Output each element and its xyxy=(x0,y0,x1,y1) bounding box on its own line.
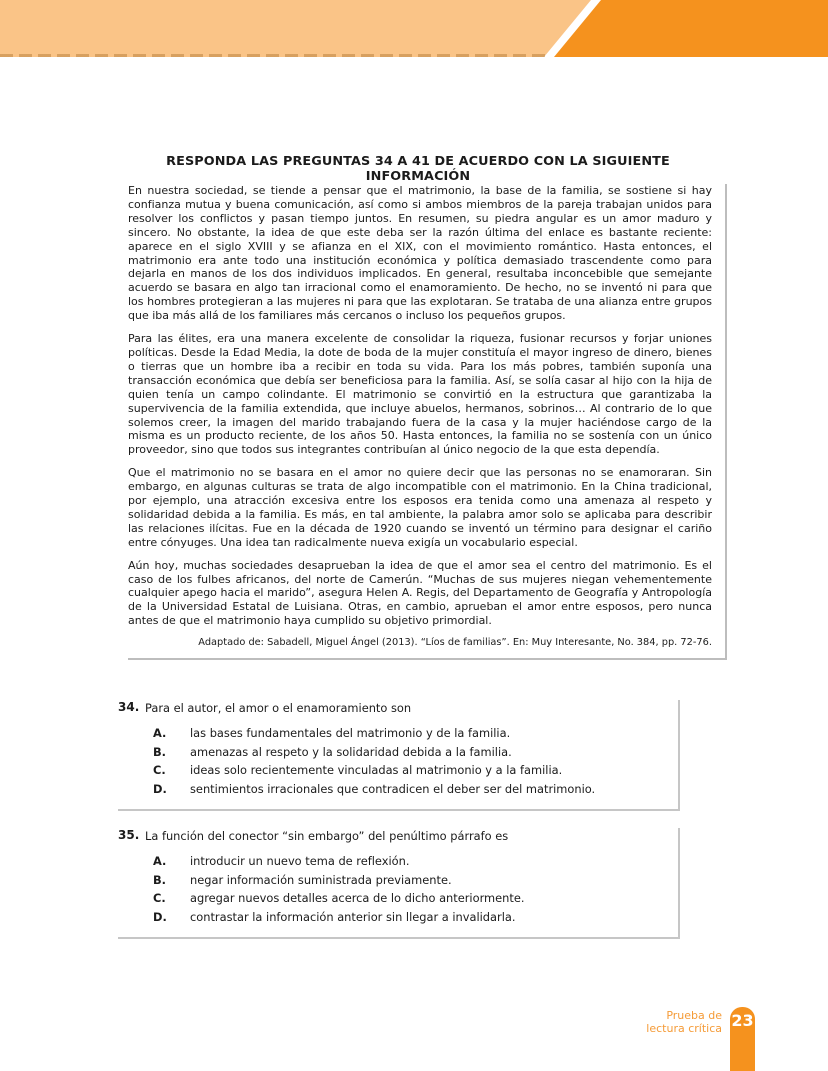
header-band-accent-corner xyxy=(0,0,828,57)
option-letter: A. xyxy=(153,854,167,868)
footer-label-line1: Prueba de xyxy=(666,1009,722,1022)
option-text: ideas solo recientemente vinculadas al matrimonio y a la familia. xyxy=(190,763,563,778)
option-letter: C. xyxy=(153,763,166,778)
passage-paragraph-2: Para las élites, era una manera excelente de consolidar la riqueza, fusionar recursos y forjar uniones políticas. Desde la Edad Media, la dote de boda de la mujer constituía el mayor ingreso de dinero, bienes o tierras que un hombre iba a recibir en toda su vida. Para los más pobres, también suponía una transacción económica que debía ser beneficiosa para la familia. Así, se solía casar al hijo con la hija de quien tenía un campo colindante. El matrimonio se convirtió en la estructura que garantizaba la supervivencia de la familia extendida, que incluye abuelos, hermanos, sobrinos… Al contrario de lo que solemos creer, la imagen del marido trabajando fuera de la casa y la mujer haciéndose cargo de la misma es un producto reciente, de los años 50. Hasta entonces, la familia no se sostenía con un único proveedor, sino que todos sus integrantes contribuían al único negocio de la que esta dependía. xyxy=(128,332,712,457)
option-letter: A. xyxy=(153,726,167,740)
footer-section-label xyxy=(646,1010,722,1035)
question-35-option-a xyxy=(153,852,678,871)
question-34-option-c xyxy=(153,761,678,780)
instructions-title: RESPONDA LAS PREGUNTAS 34 A 41 DE ACUERDO CON LA SIGUIENTE INFORMACIÓN xyxy=(166,154,670,184)
question-35-number: 35. xyxy=(118,828,140,842)
question-34-head xyxy=(118,700,678,715)
header-band xyxy=(0,0,828,57)
option-text: amenazas al respeto y la solidaridad debida a la familia. xyxy=(190,744,512,759)
question-34 xyxy=(118,700,680,811)
page-number: 23 xyxy=(731,1011,754,1030)
option-letter: D. xyxy=(153,781,167,796)
option-text: contrastar la información anterior sin llegar a invalidarla. xyxy=(190,909,516,924)
question-34-option-d xyxy=(153,780,678,799)
option-text: agregar nuevos detalles acerca de lo dicho anteriormente. xyxy=(190,891,525,906)
option-letter: C. xyxy=(153,891,166,906)
question-34-stem: Para el autor, el amor o el enamoramiento son xyxy=(145,701,412,715)
question-35-stem: La función del conector “sin embargo” del penúltimo párrafo es xyxy=(145,829,509,843)
question-35-option-d xyxy=(153,908,678,927)
question-34-options xyxy=(153,724,678,798)
question-35 xyxy=(118,828,680,939)
option-letter: B. xyxy=(153,872,167,887)
passage-paragraph-1: En nuestra sociedad, se tiende a pensar que el matrimonio, la base de la familia, se sostiene si hay confianza mutua y buena comunicación, así como si ambos miembros de la pareja trabajan unidos para resolver los conflictos y pasan tiempo juntos. En resumen, su piedra angular es un amor maduro y sincero. No obstante, la idea de que este deba ser la razón última del enlace es bastante reciente: aparece en el siglo XVIII y se afianza en el XIX, con el movimiento romántico. Hasta entonces, el matrimonio era ante todo una institución económica y política demasiado trascendente como para dejarla en manos de los dos individuos implicados. En general, resultaba inconcebible que semejante acuerdo se basara en algo tan irracional como el enamoramiento. De hecho, no se inventó ni para que los hombres protegieran a las mujeres ni para que las explotaran. Se trataba de una alianza entre grupos que iba más allá de los familiares más cercanos o incluso los pequeños grupos. xyxy=(128,184,712,323)
option-text: las bases fundamentales del matrimonio y de la familia. xyxy=(190,726,511,740)
question-35-option-c xyxy=(153,889,678,908)
question-34-option-b xyxy=(153,743,678,762)
passage-paragraph-4: Aún hoy, muchas sociedades desaprueban la idea de que el amor sea el centro del matrimonio. Es el caso de los fulbes africanos, del norte de Camerún. “Muchas de sus mujeres niegan vehementemente cualquier apego hacia el marido”, asegura Helen A. Regis, del Departamento de Geografía y Antropología de la Universidad Estatal de Luisiana. Otras, en cambio, aprueban el amor entre esposos, pero nunca antes de que el matrimonio haya cumplido su objetivo primordial. xyxy=(128,558,712,628)
option-text: negar información suministrada previamente. xyxy=(190,872,452,887)
question-34-option-a xyxy=(153,724,678,743)
header-dashed-edge xyxy=(0,54,548,57)
question-35-option-b xyxy=(153,871,678,890)
question-35-options xyxy=(153,852,678,926)
question-35-head xyxy=(118,828,678,843)
page-number-tab xyxy=(730,1007,755,1071)
option-letter: D. xyxy=(153,909,167,924)
passage-paragraph-3: Que el matrimonio no se basara en el amor no quiere decir que las personas no se enamoraran. Sin embargo, en algunas culturas se trata de algo incompatible con el matrimonio. En la China tradicional, por ejemplo, una atracción excesiva entre los esposos era tenida como una amenaza al respeto y solidaridad debida a la familia. Es más, en tal ambiente, la palabra amor solo se aplicaba para describir las relaciones ilícitas. Fue en la década de 1920 cuando se inventó un término para designar el cariño entre cónyuges. Una idea tan radicalmente nueva exigía un vocabulario especial. xyxy=(128,466,712,549)
footer-label-line2: lectura crítica xyxy=(646,1021,722,1035)
option-text: introducir un nuevo tema de reflexión. xyxy=(190,854,410,868)
question-34-number: 34. xyxy=(118,700,140,714)
option-text: sentimientos irracionales que contradicen el deber ser del matrimonio. xyxy=(190,781,596,796)
option-letter: B. xyxy=(153,744,167,759)
reading-passage xyxy=(128,184,727,660)
passage-attribution: Adaptado de: Sabadell, Miguel Ángel (2013). “Líos de familias”. En: Muy Interesante, No. 384, pp. 72-76. xyxy=(198,637,712,649)
